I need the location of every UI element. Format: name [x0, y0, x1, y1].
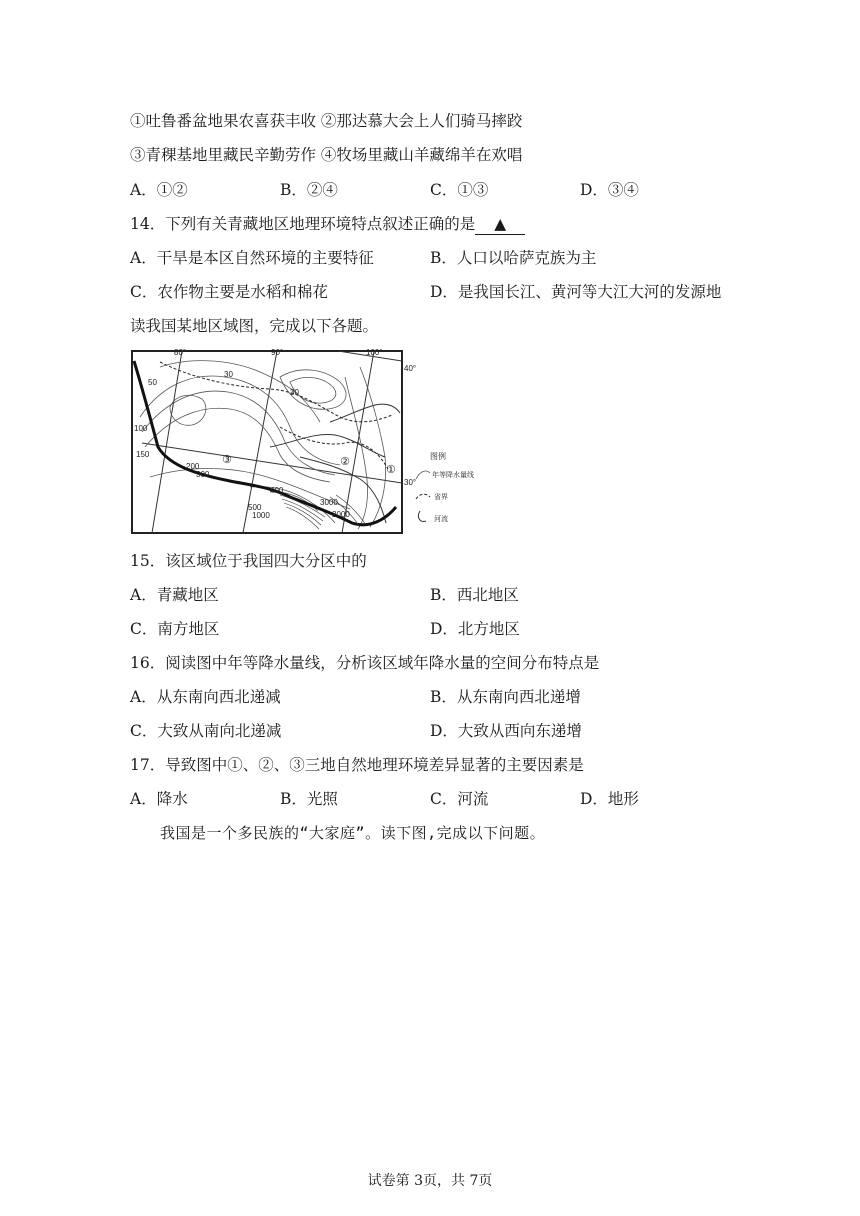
- q15-stem: 15．该区域位于我国四大分区中的: [130, 552, 367, 570]
- legend-title: 图例: [430, 452, 446, 461]
- q13-option-a[interactable]: A．①②: [130, 181, 188, 199]
- legend-isohyet: 年等降水量线: [432, 471, 474, 479]
- lat-label-30: 30°: [404, 478, 417, 487]
- q17-option-b[interactable]: B．光照: [280, 790, 338, 808]
- contour-label: 150: [136, 450, 150, 459]
- site-label-1: ①: [386, 463, 396, 476]
- contour-label: 30: [224, 370, 233, 379]
- q13-option-c[interactable]: C．①③: [430, 181, 489, 199]
- page-footer: 试卷第 3页，共 7页: [367, 1173, 493, 1189]
- lon-label-80: 80°: [174, 348, 187, 357]
- site-label-3: ③: [222, 453, 232, 466]
- contour-label: 30: [290, 388, 299, 397]
- q15-option-d[interactable]: D．北方地区: [430, 620, 520, 638]
- contour-label: 300: [196, 470, 210, 479]
- contour-label: 100: [134, 424, 148, 433]
- contour-label: 50: [148, 378, 157, 387]
- q16-option-d[interactable]: D．大致从西向东递增: [430, 722, 582, 740]
- q17-option-c[interactable]: C．河流: [430, 790, 489, 808]
- contour-label: 1000: [252, 511, 270, 520]
- q13-option-d[interactable]: D．③④: [580, 181, 639, 199]
- site-label-2: ②: [340, 455, 350, 468]
- contour-label: 3000: [320, 498, 338, 507]
- q14-option-d[interactable]: D．是我国长江、黄河等大江大河的发源地: [430, 283, 722, 301]
- answer-blank[interactable]: ▲: [475, 214, 525, 235]
- contour-label: 500: [248, 503, 262, 512]
- map-legend: [416, 451, 474, 523]
- legend-isohyet-symbol: [416, 471, 430, 479]
- regional-precipitation-map: [130, 347, 510, 537]
- q14-option-b[interactable]: B．人口以哈萨克族为主: [430, 249, 597, 267]
- map-intro: 读我国某地区域图，完成以下各题。: [130, 317, 379, 335]
- q17-option-a[interactable]: A．降水: [130, 790, 188, 808]
- q16-option-a[interactable]: A．从东南向西北递减: [130, 688, 281, 706]
- legend-river-symbol: [418, 511, 426, 521]
- q14-option-a[interactable]: A．干旱是本区自然环境的主要特征: [130, 249, 374, 267]
- next-section-intro: 我国是一个多民族的“大家庭”。读下图,完成以下问题。: [160, 824, 546, 842]
- q16-option-c[interactable]: C．大致从南向北递减: [130, 722, 282, 740]
- q14-option-c[interactable]: C．农作物主要是水稻和棉花: [130, 283, 328, 301]
- q16-stem: 16．阅读图中年等降水量线，分析该区域年降水量的空间分布特点是: [130, 654, 600, 672]
- legend-boundary-symbol: [416, 494, 430, 499]
- q13-statement-line-2: ③青稞基地里藏民辛勤劳作 ④牧场里藏山羊藏绵羊在欢唱: [130, 146, 523, 164]
- q14-question: [130, 214, 525, 235]
- q17-option-d[interactable]: D．地形: [580, 790, 639, 808]
- q13-option-b[interactable]: B．②④: [280, 181, 338, 199]
- q16-option-b[interactable]: B．从东南向西北递增: [430, 688, 581, 706]
- legend-river: 河流: [434, 515, 448, 523]
- q15-option-c[interactable]: C．南方地区: [130, 620, 220, 638]
- q17-stem: 17．导致图中①、②、③三地自然地理环境差异显著的主要因素是: [130, 756, 584, 774]
- lon-label-90: 90°: [271, 348, 284, 357]
- q15-option-b[interactable]: B．西北地区: [430, 586, 519, 604]
- contour-label: 200: [186, 462, 200, 471]
- q13-statement-line-1: ①吐鲁番盆地果农喜获丰收 ②那达慕大会上人们骑马摔跤: [130, 112, 523, 130]
- q15-option-a[interactable]: A．青藏地区: [130, 586, 219, 604]
- map-frame: [132, 351, 402, 533]
- q14-stem: 14．下列有关青藏地区地理环境特点叙述正确的是: [130, 215, 476, 233]
- lat-label-40: 40°: [404, 364, 417, 373]
- contour-label: 400: [270, 486, 284, 495]
- legend-boundary: 省界: [434, 493, 448, 501]
- lon-label-100: 100°: [366, 348, 383, 357]
- contour-label: 2000: [332, 510, 350, 519]
